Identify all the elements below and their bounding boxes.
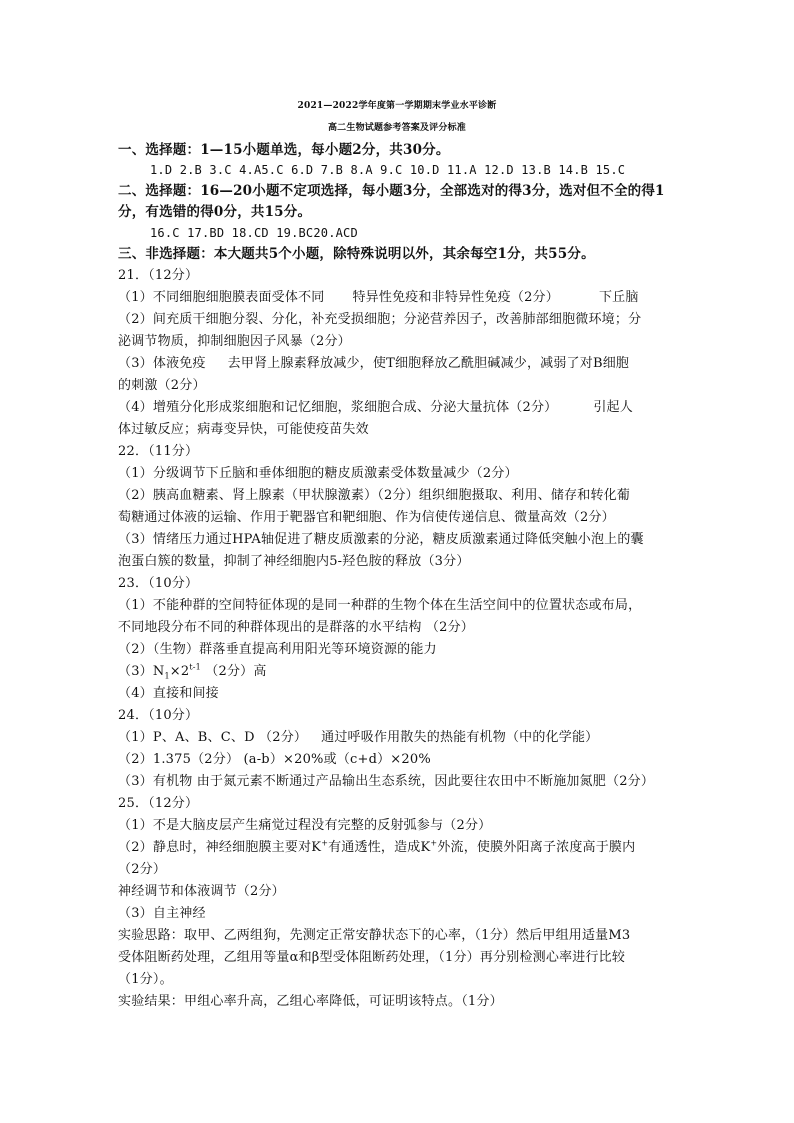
q25-number: 25．（12分） <box>118 796 199 811</box>
q21-l4a2: 引起人 <box>593 400 633 415</box>
q21-line <box>118 288 639 308</box>
q25-line: 受体阻断药处理，乙组用等量α和β型受体阻断药处理，（1分）再分别检测心率进行比较 <box>118 950 626 965</box>
q25-line: （1分）。 <box>118 972 173 987</box>
q21-number: 21．（12分） <box>118 268 199 283</box>
q23-line: （2）（生物）群落垂直提高利用阳光等环境资源的能力 <box>118 642 437 657</box>
q21-line <box>118 398 633 418</box>
section-2-answers: 16.C 17.BD 18.CD 19.BC20.ACD <box>150 226 358 240</box>
q23-l3-pre: （3）N <box>118 664 165 679</box>
q25-l2-sup2: + <box>430 838 438 848</box>
q23-number: 23．（10分） <box>118 576 199 591</box>
q25-line: （2分） <box>118 862 167 877</box>
q21-l1a: （1）不同细胞细胞膜表面受体不同 <box>118 290 325 305</box>
q21-l1b: 特异性免疫和非特异性免疫（2分） <box>352 290 559 305</box>
q23-line: （1）不能种群的空间特征体现的是同一种群的生物个体在生活空间中的位置状态或布局， <box>118 598 642 613</box>
q22-line: （2）胰高血糖素、肾上腺素（甲状腺激素）（2分）组织细胞摄取、利用、储存和转化葡 <box>118 488 631 503</box>
q24-line: （2）1.375（2分） (a-b）×20%或（c+d）×20% <box>118 752 431 767</box>
q21-l3a2: 去甲肾上腺素释放减少，使T细胞释放乙酰胆碱减少，减弱了对B细胞 <box>227 356 630 371</box>
q22-number: 22．（11分） <box>118 444 199 459</box>
q21-line: 的刺激（2分） <box>118 378 206 393</box>
q23-line: 不同地段分布不同的种群体现出的是群落的水平结构 （2分） <box>118 620 475 635</box>
q24-number: 24．（10分） <box>118 708 199 723</box>
q25-line: （3）自主神经 <box>118 906 206 921</box>
q25-line: 实验结果：甲组心率升高，乙组心率降低，可证明该特点。（1分） <box>118 994 503 1009</box>
section-3-heading: 三、非选择题：本大题共5个小题，除特殊说明以外，其余每空1分，共55分。 <box>118 246 595 262</box>
document-subtitle: 高二生物试题参考答案及评分标准 <box>327 123 466 133</box>
q25-l2-post: 外流，使膜外阳离子浓度高于膜内 <box>437 840 636 855</box>
q21-l4a1: （4）增殖分化形成浆细胞和记忆细胞，浆细胞合成、分泌大量抗体（2分） <box>118 400 558 415</box>
q24-l1b: 通过呼吸作用散失的热能有机物（中的化学能） <box>321 730 599 745</box>
section-2-heading: 二、选择题：16—20小题不定项选择，每小题3分，全部选对的得3分，选对但不全的得1 <box>118 183 665 199</box>
q23-line: （4）直接和间接 <box>118 686 219 701</box>
section-1-answers: 1.D 2.B 3.C 4.A5.C 6.D 7.B 8.A 9.C 10.D 11.A 12.D 13.B 14.B 15.C <box>150 163 626 177</box>
q24-l1a: （1）P、A、B、C、D （2分） <box>118 730 308 745</box>
q21-line: 体过敏反应；病毒变异快，可能使疫苗失效 <box>118 422 369 437</box>
q22-line: 泡蛋白簇的数量，抑制了神经细胞内5-羟色胺的释放（3分） <box>118 554 470 569</box>
q25-l2-pre: （2）静息时，神经细胞膜主要对K <box>118 840 322 855</box>
q25-line: （1）不是大脑皮层产生痛觉过程没有完整的反射弧参与（2分） <box>118 818 492 833</box>
q25-line <box>118 838 635 858</box>
q22-line: （3）情绪压力通过HPA轴促进了糖皮质激素的分泌，糖皮质激素通过降低突触小泡上的囊 <box>118 532 644 547</box>
q21-l1c: 下丘脑 <box>598 290 639 305</box>
q21-line: 泌调节物质，抑制细胞因子风暴（2分） <box>118 334 351 349</box>
q23-l3-sup: t-1 <box>189 662 201 672</box>
q25-line: 神经调节和体液调节（2分） <box>118 884 285 899</box>
q23-l3-mid: ×2 <box>169 664 190 679</box>
document-title: 2021—2022学年度第一学期期末学业水平诊断 <box>297 101 497 111</box>
q23-formula-line <box>118 662 267 682</box>
q21-line: （2）间充质干细胞分裂、分化，补充受损细胞；分泌营养因子，改善肺部细胞微环境；分 <box>118 312 642 327</box>
q23-l3-post: （2分）高 <box>200 664 267 679</box>
q25-line: 实验思路：取甲、乙两组狗，先测定正常安静状态下的心率，（1分）然后甲组用适量M3 <box>118 928 631 943</box>
q22-line: （1）分级调节下丘脑和垂体细胞的糖皮质激素受体数量减少（2分） <box>118 466 518 481</box>
q24-line: （3）有机物 由于氮元素不断通过产品输出生态系统，因此要往农田中不断施加氮肥（2分） <box>118 774 655 789</box>
section-1-heading: 一、选择题：1—15小题单选，每小题2分，共30分。 <box>118 142 450 158</box>
q25-l2-sup1: + <box>321 838 329 848</box>
q25-l2-mid: 有通透性，造成K <box>328 840 431 855</box>
q22-line: 萄糖通过体液的运输、作用于靶器官和靶细胞、作为信使传递信息、微量高效（2分） <box>118 510 615 525</box>
q24-line <box>118 728 598 748</box>
section-2-heading-cont: 分，有选错的得0分，共15分。 <box>118 204 312 220</box>
q21-l3a1: （3）体液免疫 <box>118 356 206 371</box>
q21-line <box>118 354 629 374</box>
q23-l3-sub: 1 <box>164 671 170 681</box>
